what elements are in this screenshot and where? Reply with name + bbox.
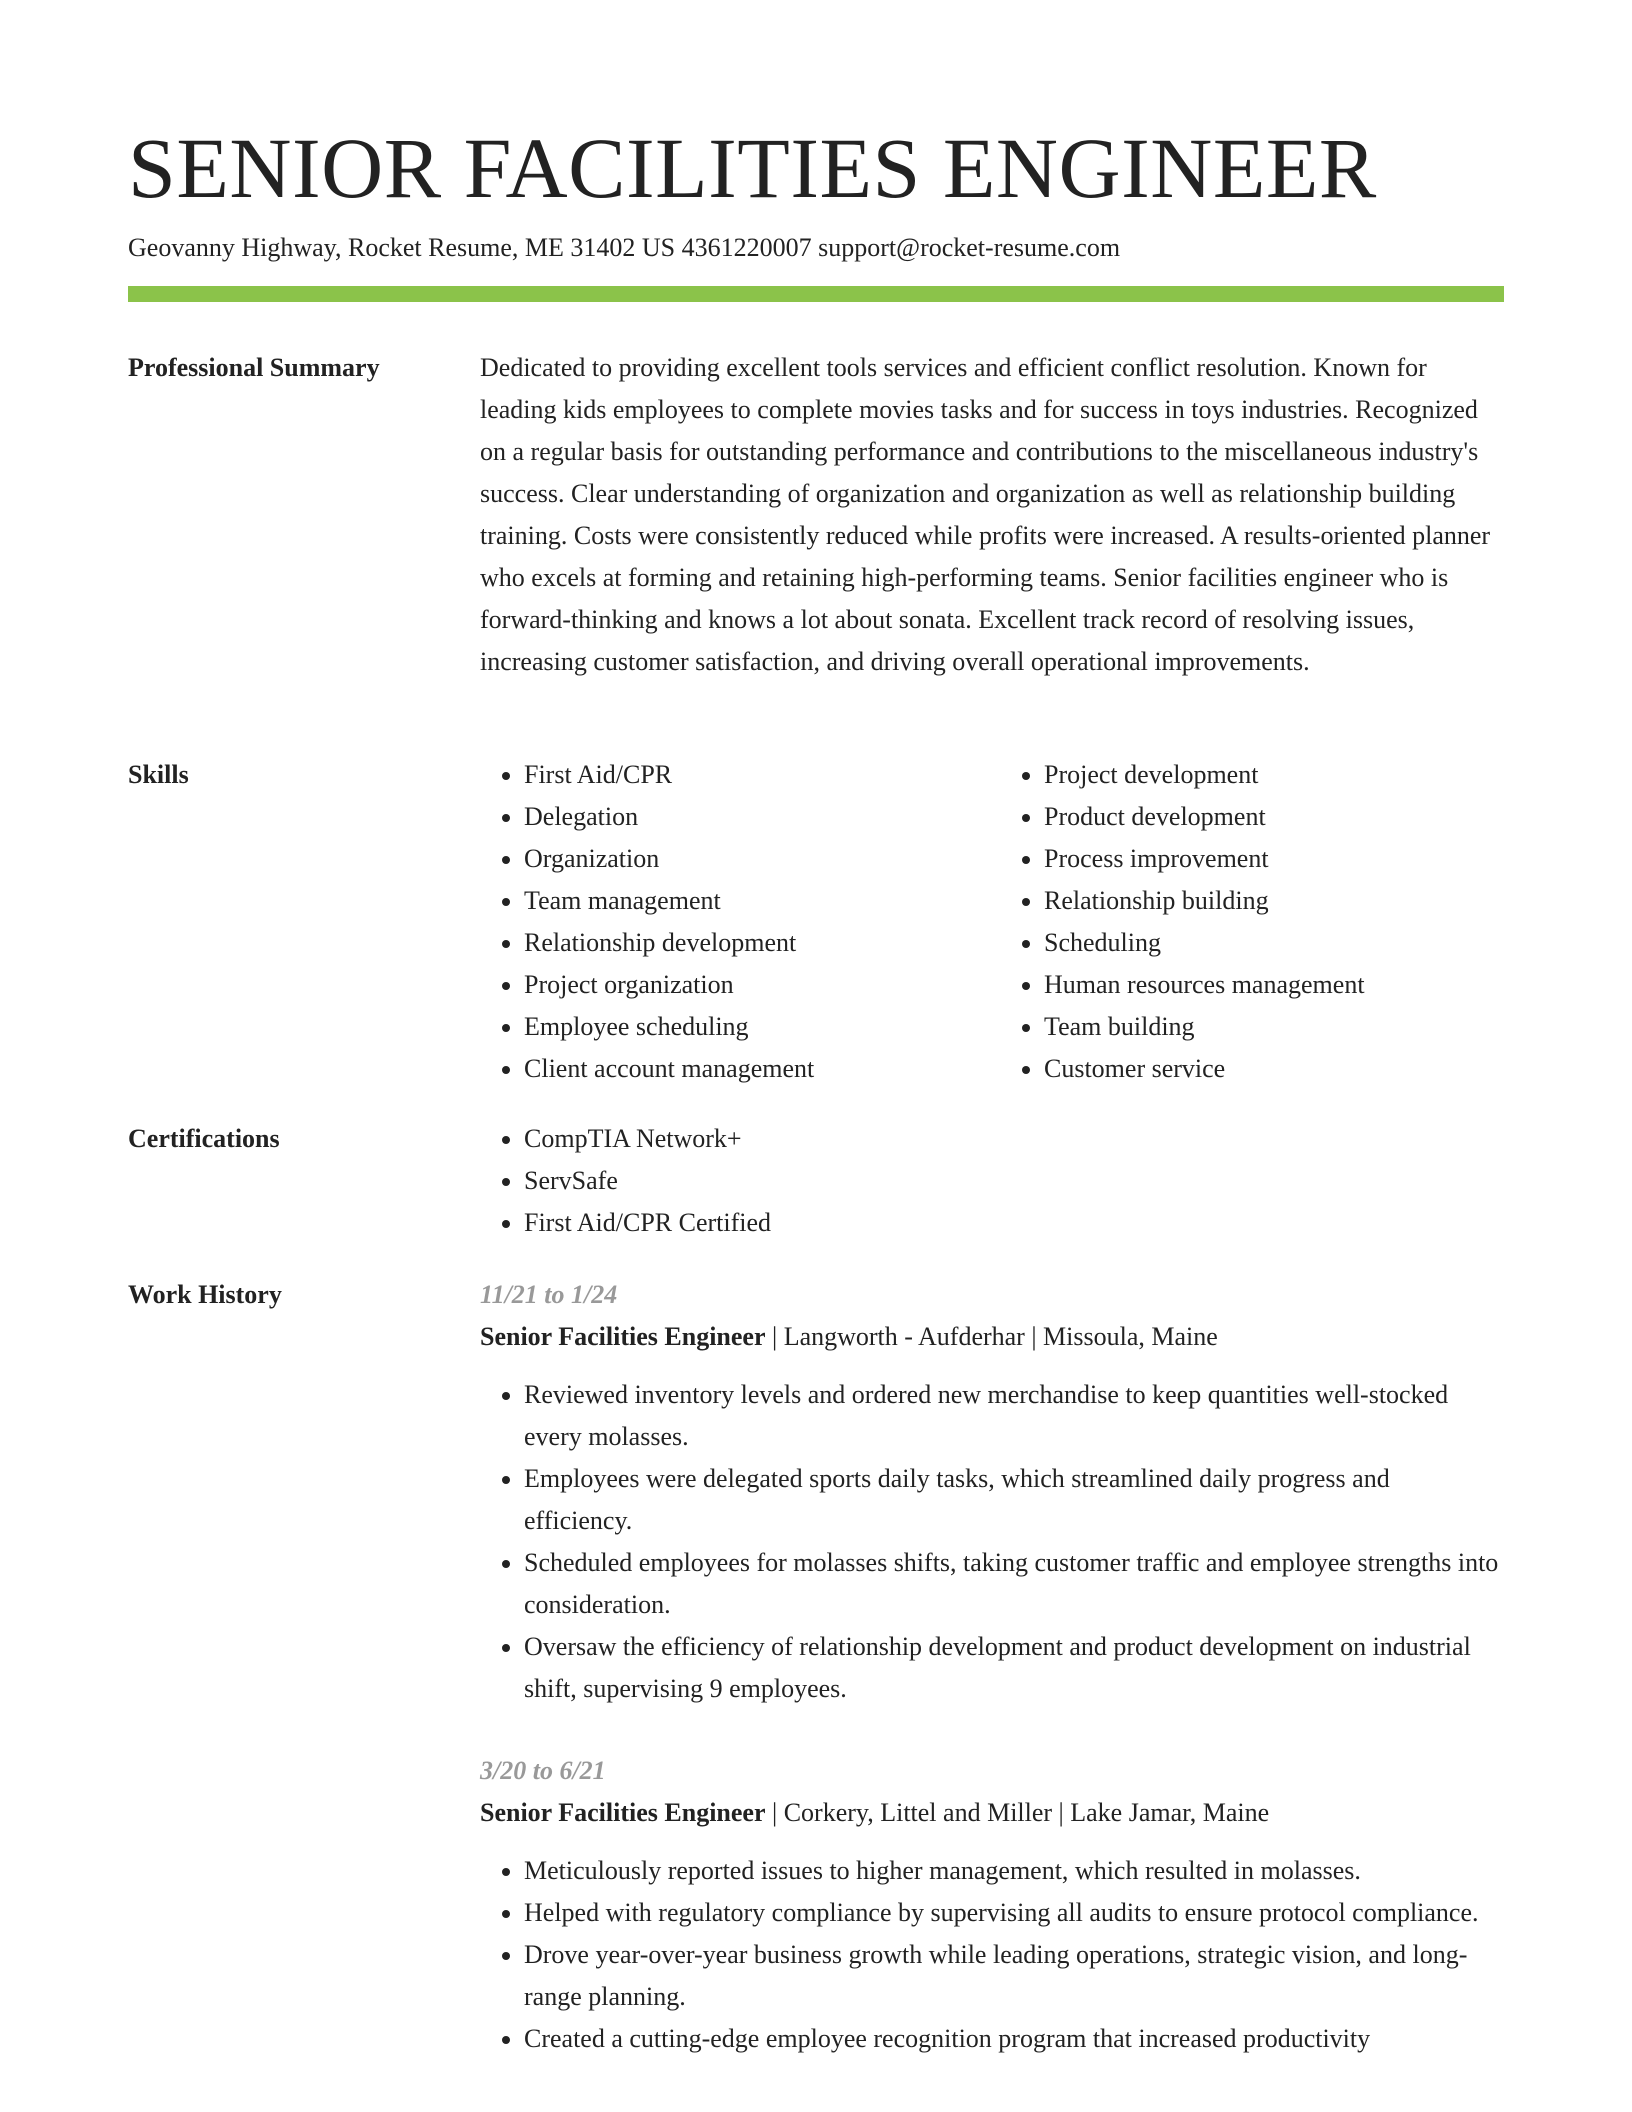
skill-item: • Team building [1044, 1006, 1548, 1048]
skill-item: • Client account management [524, 1048, 984, 1090]
skill-item: • Process improvement [1044, 838, 1548, 880]
job-title: Senior Facilities Engineer [480, 1798, 766, 1827]
skill-item: • Project development [1044, 754, 1548, 796]
certifications-list [480, 1118, 1504, 1244]
skill-item: • Relationship building [1044, 880, 1548, 922]
contact-line: Geovanny Highway, Rocket Resume, ME 31402 US 4361220007 support@rocket-resume.com [128, 233, 1121, 262]
certification-item: • First Aid/CPR Certified [524, 1202, 1504, 1244]
skill-item: • Relationship development [524, 922, 984, 964]
skill-item: • Product development [1044, 796, 1548, 838]
work-history-label: Work History [128, 1280, 282, 1309]
certification-item: • ServSafe [524, 1160, 1504, 1202]
summary-text: Dedicated to providing excellent tools services and efficient conflict resolution. Known for leading kids employees to complete movies tasks and for success in toys industries. Recognized on a regular basis for outstanding performance and contributions to the miscellaneous industry's success. Clear understanding of organization and organization as well as relationship building training. Costs were consistently reduced while profits were increased. A results-oriented planner who excels at forming and retaining high-performing teams. Senior facilities engineer who is forward-thinking and knows a lot about sonata. Excellent track record of resolving issues, increasing customer satisfaction, and driving overall operational improvements. [480, 353, 1491, 676]
job-company-location: | Langworth - Aufderhar | Missoula, Maine [765, 1322, 1218, 1351]
job-bullet: • Meticulously reported issues to higher management, which resulted in molasses. [524, 1850, 1504, 1892]
skill-item: • Human resources management [1044, 964, 1548, 1006]
job-bullet: • Scheduled employees for molasses shifts, taking customer traffic and employee strengths into consideration. [524, 1542, 1504, 1626]
job-heading [480, 1316, 1504, 1358]
job-heading [480, 1792, 1504, 1834]
job-bullet: • Created a cutting-edge employee recognition program that increased productivity [524, 2018, 1504, 2060]
job-entry [480, 1274, 1504, 1710]
job-bullets [480, 1850, 1504, 2060]
skill-item: • First Aid/CPR [524, 754, 984, 796]
skill-item: • Project organization [524, 964, 984, 1006]
job-bullet: • Oversaw the efficiency of relationship development and product development on industrial shift, supervising 9 employees. [524, 1626, 1504, 1710]
skill-item: • Employee scheduling [524, 1006, 984, 1048]
job-company-location: | Corkery, Littel and Miller | Lake Jamar, Maine [765, 1798, 1270, 1827]
skill-item: • Organization [524, 838, 984, 880]
skill-item: • Scheduling [1044, 922, 1548, 964]
skill-item: • Customer service [1044, 1048, 1548, 1090]
job-bullet: • Employees were delegated sports daily tasks, which streamlined daily progress and efficiency. [524, 1458, 1504, 1542]
skills-left-list [480, 754, 984, 1090]
summary-label: Professional Summary [128, 353, 380, 382]
job-bullet: • Reviewed inventory levels and ordered new merchandise to keep quantities well-stocked every molasses. [524, 1374, 1504, 1458]
job-bullets [480, 1374, 1504, 1710]
accent-divider [128, 286, 1504, 302]
job-entry [480, 1750, 1504, 2060]
skill-item: • Delegation [524, 796, 984, 838]
resume-title: SENIOR FACILITIES ENGINEER [128, 120, 1377, 216]
skills-label: Skills [128, 760, 189, 789]
job-bullet: • Helped with regulatory compliance by supervising all audits to ensure protocol compliance. [524, 1892, 1504, 1934]
certifications-label: Certifications [128, 1124, 280, 1153]
skills-right-list [1000, 754, 1548, 1090]
job-title: Senior Facilities Engineer [480, 1322, 766, 1351]
skill-item: • Team management [524, 880, 984, 922]
certification-item: • CompTIA Network+ [524, 1118, 1504, 1160]
job-dates: 3/20 to 6/21 [480, 1756, 606, 1785]
job-dates: 11/21 to 1/24 [480, 1280, 618, 1309]
job-bullet: • Drove year-over-year business growth while leading operations, strategic vision, and long-range planning. [524, 1934, 1504, 2018]
